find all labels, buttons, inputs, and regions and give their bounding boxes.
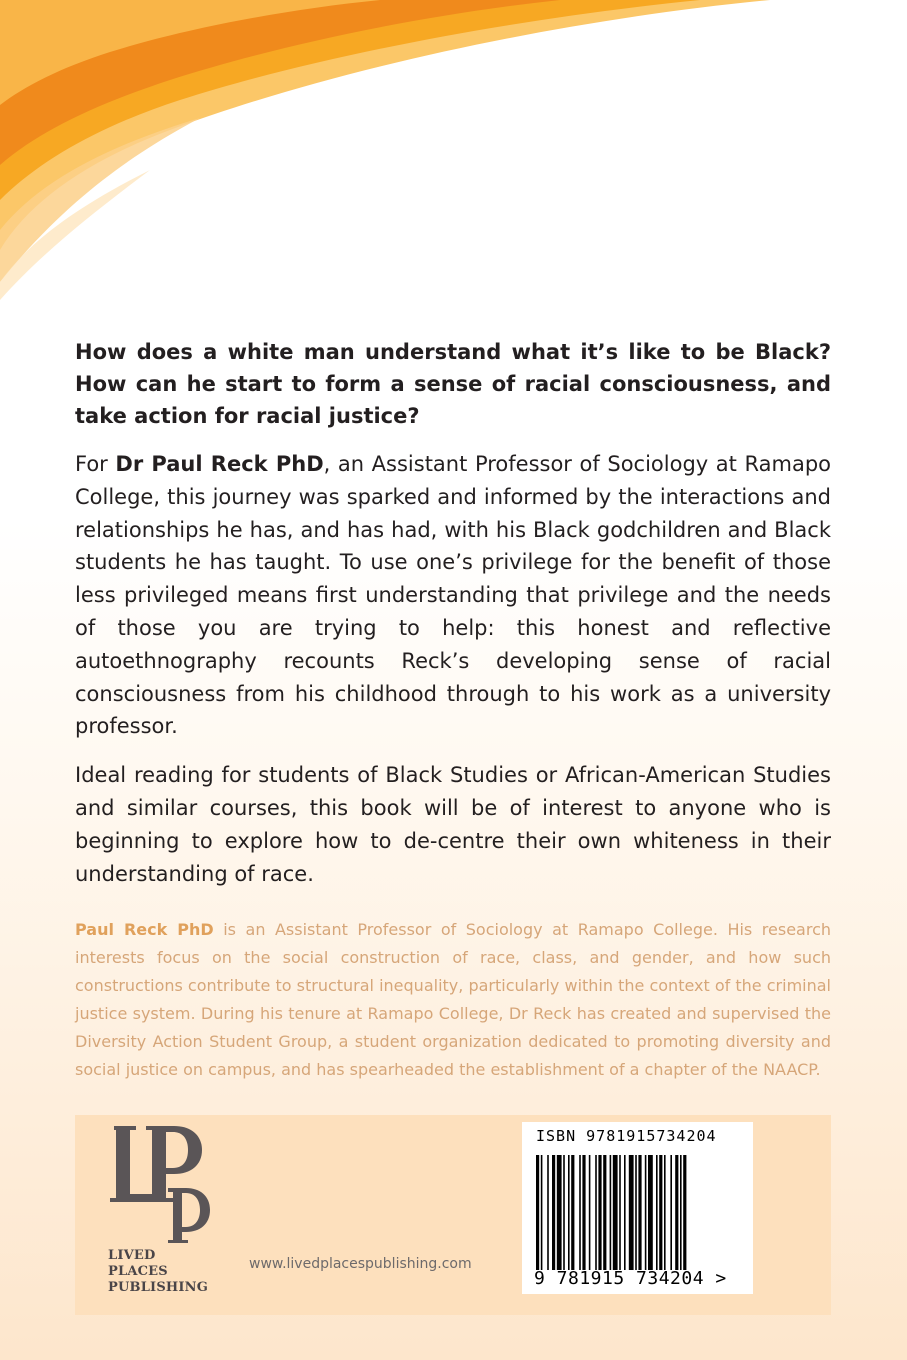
barcode-bar [680, 1155, 682, 1270]
bio-text: is an Assistant Professor of Sociology at Ramapo College. His research interests focus on the social construction of race, class, and gender, and how such constructions contribute to structural inequality, particularly within the context of the criminal justice system. During his tenure at Ramapo College, Dr Reck has created and supervised the Diversity Action Student Group, a student organization dedicated to promoting diversity and social justice on campus, and has spearheaded the establishment of a chapter of the NAACP. [75, 920, 832, 1080]
author-name-bold: Dr Paul Reck PhD [115, 452, 324, 476]
barcode-bar [645, 1155, 647, 1270]
barcode-bar [670, 1155, 672, 1270]
barcode-bar [613, 1155, 618, 1270]
barcode-bar [557, 1155, 562, 1270]
barcode-bar [595, 1155, 597, 1270]
barcode-bar [683, 1155, 686, 1270]
publisher-name-line2: PUBLISHING [108, 1280, 209, 1295]
barcode-bar [659, 1155, 662, 1270]
barcode-bar [656, 1155, 658, 1270]
barcode-bar [624, 1155, 626, 1270]
barcode-bar [635, 1155, 637, 1270]
barcode-bar [541, 1155, 543, 1270]
barcode-box [522, 1122, 753, 1294]
barcode-bar [610, 1155, 612, 1270]
barcode-bar [603, 1155, 606, 1270]
barcode-bar [563, 1155, 565, 1270]
barcode-bar [675, 1155, 678, 1270]
publisher-name-line1: LIVED PLACES [108, 1248, 168, 1279]
barcode-bar [598, 1155, 601, 1270]
lead-question: How does a white man understand what it’s like to be Black? How can he start to form a sense of racial consciousness, and take action for racial justice? [75, 340, 831, 428]
description-paragraph [75, 448, 831, 743]
publisher-logo [106, 1122, 216, 1244]
orange-swoosh-graphic [0, 0, 907, 300]
barcode-bar [664, 1155, 666, 1270]
publisher-url: www.livedplacespublishing.com [249, 1256, 472, 1272]
barcode-bar [552, 1155, 555, 1270]
barcode-bar [619, 1155, 621, 1270]
publisher-name [108, 1248, 213, 1296]
barcode-icon [536, 1155, 736, 1270]
para1-post: , an Assistant Professor of Sociology at Ramapo College, this journey was sparked and informed by the interactions and relationships he has, and has had, with his Black godchildren and Black students he has taught. To use one’s privilege for the benefit of those less privileged means first understanding that privilege and the needs of those you are trying to help: this honest and reflective autoethnography recounts Reck’s developing sense of racial consciousness from his childhood through to his work as a university professor. [75, 452, 831, 739]
isbn-digits: 9 781915 734204 > [534, 1268, 727, 1289]
barcode-bar [638, 1155, 641, 1270]
audience-paragraph: Ideal reading for students of Black Studies or African-American Studies and similar courses, this book will be of interest to anyone who is beginning to explore how to de-centre their own whiteness in their understanding of race. [75, 763, 831, 886]
barcode-bar [582, 1155, 585, 1270]
barcode-bar [547, 1155, 549, 1270]
isbn-label: ISBN 9781915734204 [536, 1127, 717, 1145]
barcode-bar [536, 1155, 539, 1270]
para1-pre: For [75, 452, 116, 476]
barcode-bar [579, 1155, 581, 1270]
barcode-bar [629, 1155, 634, 1270]
barcode-bar [648, 1155, 653, 1270]
barcode-bar [571, 1155, 574, 1270]
back-cover-text [75, 336, 831, 1084]
barcode-bar [589, 1155, 591, 1270]
bio-author-name: Paul Reck PhD [75, 920, 214, 940]
author-bio [75, 916, 831, 1084]
barcode-bar [568, 1155, 570, 1270]
